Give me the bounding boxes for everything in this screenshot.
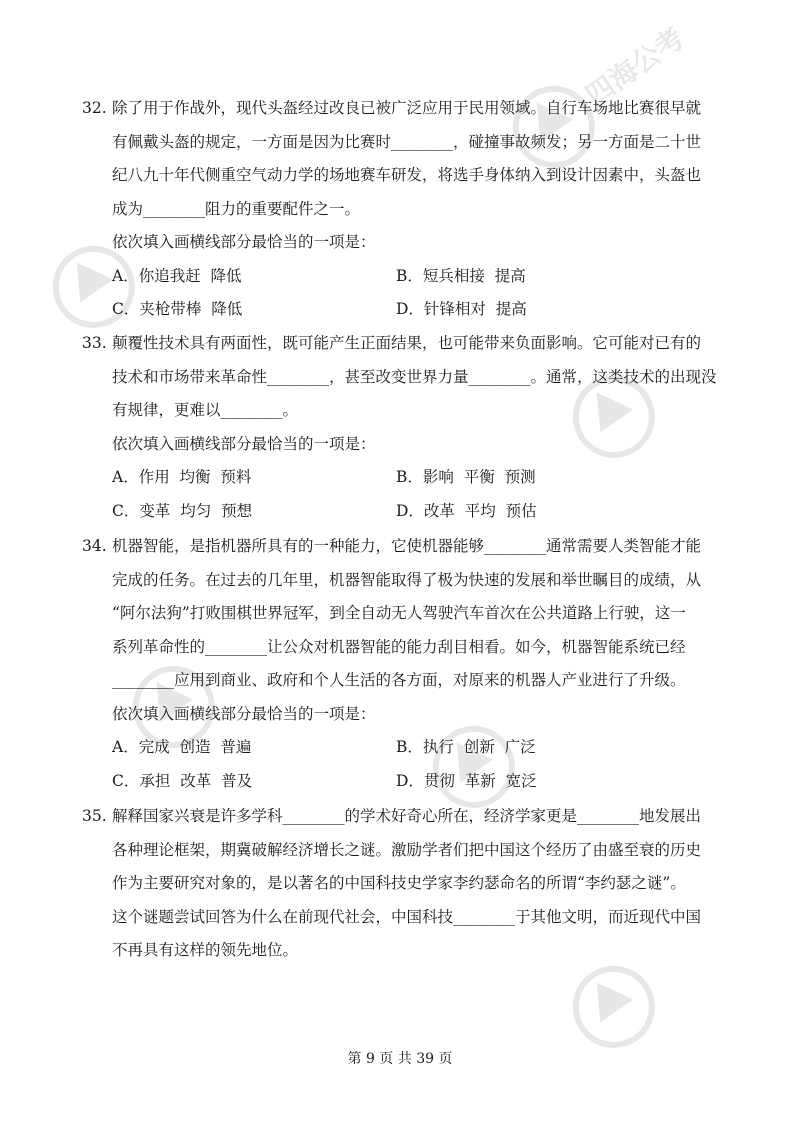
stem-line: 机器智能，是指机器所具有的一种能力，它使机器能够________通常需要人类智能才能 (112, 537, 702, 555)
stem-line: 有规律，更难以________。 (112, 401, 299, 419)
question-32 (82, 92, 732, 327)
question-number: 34. (82, 537, 107, 555)
question-instruction: 依次填入画横线部分最恰当的一项是： (112, 233, 376, 251)
stem-line: 解释国家兴衰是许多学科________的学术好奇心所在，经济学家更是________地发展出 (112, 807, 702, 825)
question-33 (82, 327, 732, 528)
question-number: 35. (82, 807, 107, 825)
question-number: 32. (82, 99, 107, 117)
stem-line: 除了用于作战外，现代头盔经过改良已被广泛应用于民用领域。自行车场地比赛很早就 (112, 99, 702, 117)
stem-line: 不再具有这样的领先地位。 (112, 941, 299, 959)
option-a: A．作用 均衡 预料 (112, 468, 252, 486)
question-stem (112, 800, 732, 968)
option-c: C．承担 改革 普及 (112, 771, 253, 790)
stem-line: 技术和市场带来革命性________，甚至改变世界力量________。通常，这类技术的出现没 (112, 367, 717, 386)
stem-line: 有佩戴头盔的规定，一方面是因为比赛时________，碰撞事故频发；另一方面是二十世 (112, 132, 702, 151)
stem-line: 作为主要研究对象的，是以著名的中国科技史学家李约瑟命名的所谓“李约瑟之谜”。 (112, 874, 686, 892)
question-instruction: 依次填入画横线部分最恰当的一项是： (112, 434, 376, 453)
options (112, 731, 732, 798)
stem-line: 颠覆性技术具有两面性，既可能产生正面结果，也可能带来负面影响。它可能对已有的 (112, 334, 702, 352)
option-d: D．贯彻 革新 宽泛 (396, 771, 537, 790)
option-d: D．改革 平均 预估 (396, 501, 537, 520)
option-b: B．影响 平衡 预测 (396, 468, 536, 486)
option-c: C．变革 均匀 预想 (112, 501, 253, 520)
options (112, 461, 732, 528)
option-a: A．完成 创造 普遍 (112, 738, 252, 756)
stem-line: 系列革命性的________让公众对机器智能的能力刮目相看。如今，机器智能系统已经 (112, 637, 686, 656)
question-stem (112, 92, 732, 226)
question-34 (82, 530, 732, 798)
question-35 (82, 800, 732, 968)
stem-line: 完成的任务。在过去的几年里，机器智能取得了极为快速的发展和举世瞩目的成绩，从 (112, 570, 702, 589)
option-c: C．夹枪带棒 降低 (112, 300, 243, 318)
stem-line: 这个谜题尝试回答为什么在前现代社会，中国科技________于其他文明，而近现代中国 (112, 907, 702, 926)
option-a: A．你追我赶 降低 (112, 266, 242, 285)
stem-line: ________应用到商业、政府和个人生活的各方面，对原来的机器人产业进行了升级。 (112, 671, 686, 689)
question-instruction: 依次填入画横线部分最恰当的一项是： (112, 704, 376, 723)
option-d: D．针锋相对 提高 (396, 300, 527, 318)
stem-line: “阿尔法狗”打败围棋世界冠军，到全自动无人驾驶汽车首次在公共道路上行驶，这一 (112, 604, 686, 622)
option-b: B．短兵相接 提高 (396, 266, 526, 285)
stem-line: 各种理论框架，期冀破解经济增长之谜。激励学者们把中国这个经历了由盛至衰的历史 (112, 840, 702, 859)
question-stem (112, 327, 732, 428)
svg-text:四海公考: 四海公考 (579, 21, 691, 113)
option-b: B．执行 创新 广泛 (396, 738, 536, 756)
stem-line: 成为________阻力的重要配件之一。 (112, 199, 361, 218)
stem-line: 纪八九十年代侧重空气动力学的场地赛车研发，将选手身体纳入到设计因素中，头盔也 (112, 166, 702, 184)
question-number: 33. (82, 334, 107, 352)
options (112, 260, 732, 327)
question-stem (112, 530, 732, 698)
page-footer: 第 9 页 共 39 页 (347, 1051, 453, 1067)
